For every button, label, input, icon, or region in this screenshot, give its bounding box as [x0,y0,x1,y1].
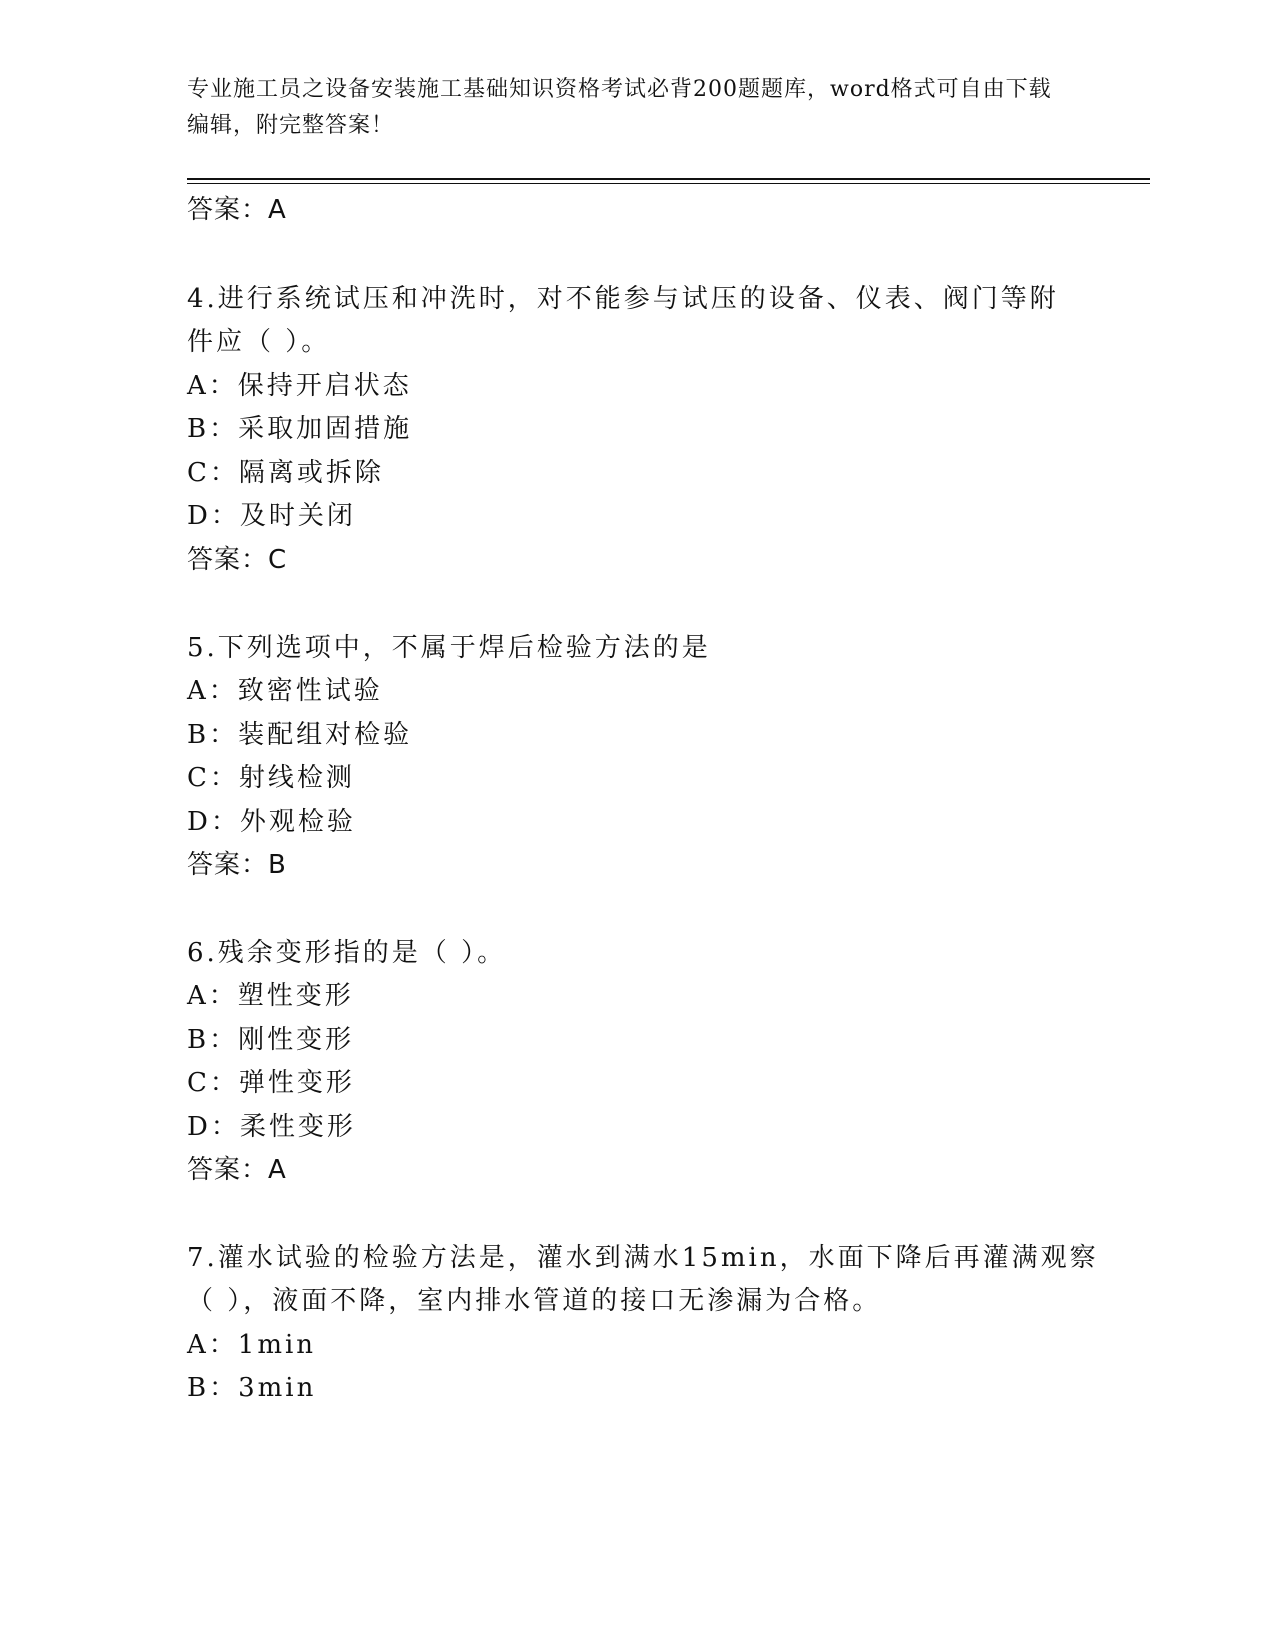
question-4-stem-line2: 件应（ ）。 [187,327,331,357]
document-header: 专业施工员之设备安装施工基础知识资格考试必背200题题库，word格式可自由下载编辑，附完整答案！ [187,77,1052,138]
header-rule-thin [187,183,1150,184]
question-5-stem-line1: 5.下列选项中，不属于焊后检验方法的是 [187,633,711,663]
question-7-stem-line2: （ ），液面不降，室内排水管道的接口无渗漏为合格。 [187,1286,882,1316]
question-6-answer: 答案：A [187,1155,287,1185]
question-5-option-b: B：装配组对检验 [187,720,413,750]
question-7-stem-line1: 7.灌水试验的检验方法是，灌水到满水15min，水面下降后再灌满观察 [187,1243,1099,1273]
question-4-option-d: D：及时关闭 [187,501,356,531]
question-6-option-d: D：柔性变形 [187,1112,356,1142]
question-6-option-b: B：刚性变形 [187,1025,355,1055]
question-4-answer: 答案：C [187,545,288,575]
question-4-stem-line1: 4.进行系统试压和冲洗时，对不能参与试压的设备、仪表、阀门等附 [187,284,1059,314]
question-4-option-b: B：采取加固措施 [187,414,413,444]
question-4-option-a: A：保持开启状态 [187,371,412,401]
question-6-option-a: A：塑性变形 [187,981,354,1011]
question-6-stem-line1: 6.残余变形指的是（ ）。 [187,938,507,968]
question-6-option-c: C：弹性变形 [187,1068,355,1098]
question-5-option-d: D：外观检验 [187,807,356,837]
question-7-option-a: A：1min [187,1330,317,1360]
answer-previous: 答案：A [187,195,287,225]
header-rule-thick [187,178,1150,180]
question-5-option-a: A：致密性试验 [187,676,383,706]
question-4-option-c: C：隔离或拆除 [187,458,384,488]
question-5-answer: 答案：B [187,850,287,880]
question-5-option-c: C：射线检测 [187,763,355,793]
question-7-option-b: B：3min [187,1373,317,1403]
